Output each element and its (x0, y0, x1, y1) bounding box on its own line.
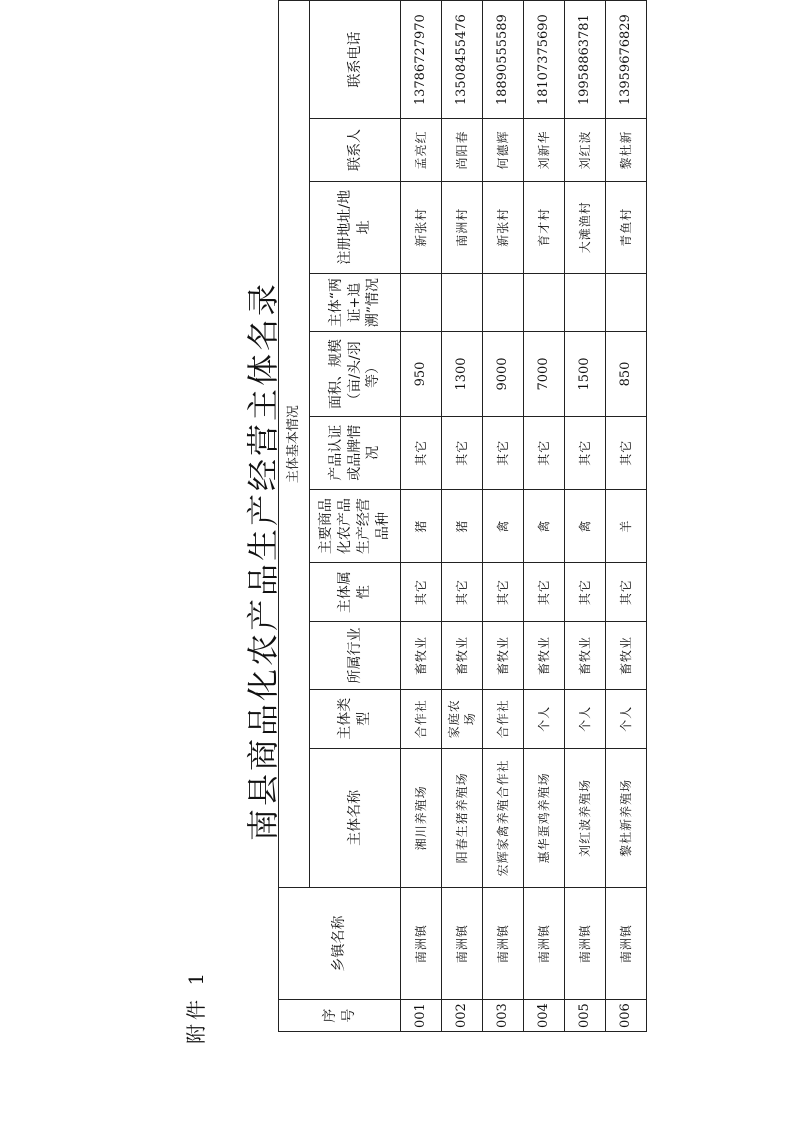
table-row (442, 1, 483, 1032)
cell-address: 南洲村 (442, 181, 483, 273)
table-row (524, 1, 565, 1032)
cell-type: 个人 (606, 689, 647, 748)
cell-phone: 13508455476 (442, 1, 483, 119)
cell-phone: 13959676829 (606, 1, 647, 119)
cell-area: 1300 (442, 332, 483, 416)
cell-trace (524, 273, 565, 332)
cell-cert: 其它 (565, 416, 606, 489)
cell-town: 南洲镇 (524, 888, 565, 1000)
cell-town: 南洲镇 (606, 888, 647, 1000)
table-row (483, 1, 524, 1032)
cell-cert: 其它 (524, 416, 565, 489)
header-type: 主体类型 (310, 689, 401, 748)
cell-contact: 孟亮红 (401, 119, 442, 181)
cell-phone: 13786727970 (401, 1, 442, 119)
cell-name: 阳春生猪养殖场 (442, 748, 483, 888)
cell-industry: 畜牧业 (442, 622, 483, 690)
enterprise-table (278, 0, 647, 1032)
cell-area: 1500 (565, 332, 606, 416)
document-title: 南县商品化农产品生产经营主体名录 (244, 281, 282, 842)
cell-name: 黎杜新养殖场 (606, 748, 647, 888)
header-group: 主体基本情况 (279, 1, 310, 888)
cell-seq: 005 (565, 1000, 606, 1032)
cell-cert: 其它 (606, 416, 647, 489)
table-row (565, 1, 606, 1032)
cell-attribute: 其它 (565, 563, 606, 622)
header-area: 面积、规模（亩/头/羽等） (310, 332, 401, 416)
cell-cert: 其它 (442, 416, 483, 489)
cell-contact: 刘红波 (565, 119, 606, 181)
cell-cert: 其它 (401, 416, 442, 489)
cell-trace (442, 273, 483, 332)
cell-attribute: 其它 (606, 563, 647, 622)
header-cert: 产品认证或品牌情况 (310, 416, 401, 489)
cell-town: 南洲镇 (442, 888, 483, 1000)
attachment-label: 附件 1 (184, 968, 208, 1044)
cell-attribute: 其它 (442, 563, 483, 622)
header-phone: 联系电话 (310, 1, 401, 119)
cell-phone: 18107375690 (524, 1, 565, 119)
cell-phone: 19958863781 (565, 1, 606, 119)
cell-product: 禽 (483, 489, 524, 562)
cell-seq: 002 (442, 1000, 483, 1032)
header-product: 主要商品化农产品生产经营品种 (310, 489, 401, 562)
cell-trace (565, 273, 606, 332)
cell-area: 7000 (524, 332, 565, 416)
cell-type: 合作社 (401, 689, 442, 748)
header-attribute: 主体属性 (310, 563, 401, 622)
cell-contact: 何德辉 (483, 119, 524, 181)
table-row (401, 1, 442, 1032)
cell-attribute: 其它 (524, 563, 565, 622)
cell-address: 育才村 (524, 181, 565, 273)
cell-attribute: 其它 (483, 563, 524, 622)
cell-product: 猪 (401, 489, 442, 562)
cell-seq: 003 (483, 1000, 524, 1032)
cell-industry: 畜牧业 (565, 622, 606, 690)
cell-product: 禽 (565, 489, 606, 562)
header-seq: 序号 (279, 1000, 401, 1032)
cell-seq: 006 (606, 1000, 647, 1032)
cell-town: 南洲镇 (401, 888, 442, 1000)
cell-phone: 18890555589 (483, 1, 524, 119)
cell-seq: 004 (524, 1000, 565, 1032)
cell-trace (401, 273, 442, 332)
cell-type: 个人 (565, 689, 606, 748)
cell-type: 合作社 (483, 689, 524, 748)
cell-product: 猪 (442, 489, 483, 562)
cell-type: 个人 (524, 689, 565, 748)
cell-trace (606, 273, 647, 332)
cell-area: 850 (606, 332, 647, 416)
cell-name: 湘川养殖场 (401, 748, 442, 888)
cell-name: 惠华蛋鸡养殖场 (524, 748, 565, 888)
cell-address: 新张村 (483, 181, 524, 273)
cell-trace (483, 273, 524, 332)
cell-industry: 畜牧业 (401, 622, 442, 690)
cell-industry: 畜牧业 (524, 622, 565, 690)
header-address: 注册地址/地址 (310, 181, 401, 273)
header-contact: 联系人 (310, 119, 401, 181)
cell-attribute: 其它 (401, 563, 442, 622)
cell-address: 青鱼村 (606, 181, 647, 273)
cell-name: 宏辉家禽养殖合作社 (483, 748, 524, 888)
header-industry: 所属行业 (310, 622, 401, 690)
cell-area: 950 (401, 332, 442, 416)
cell-product: 禽 (524, 489, 565, 562)
cell-contact: 刘新华 (524, 119, 565, 181)
cell-product: 羊 (606, 489, 647, 562)
cell-address: 大滩渔村 (565, 181, 606, 273)
cell-contact: 黎杜新 (606, 119, 647, 181)
cell-town: 南洲镇 (565, 888, 606, 1000)
cell-industry: 畜牧业 (606, 622, 647, 690)
cell-seq: 001 (401, 1000, 442, 1032)
cell-area: 9000 (483, 332, 524, 416)
cell-address: 新张村 (401, 181, 442, 273)
cell-cert: 其它 (483, 416, 524, 489)
header-name: 主体名称 (310, 748, 401, 888)
cell-type: 家庭农场 (442, 689, 483, 748)
header-town: 乡镇名称 (279, 888, 401, 1000)
table-row (606, 1, 647, 1032)
header-trace: 主体“两证+追溯”情况 (310, 273, 401, 332)
cell-industry: 畜牧业 (483, 622, 524, 690)
cell-name: 刘红波养殖场 (565, 748, 606, 888)
cell-contact: 尚阳春 (442, 119, 483, 181)
cell-town: 南洲镇 (483, 888, 524, 1000)
